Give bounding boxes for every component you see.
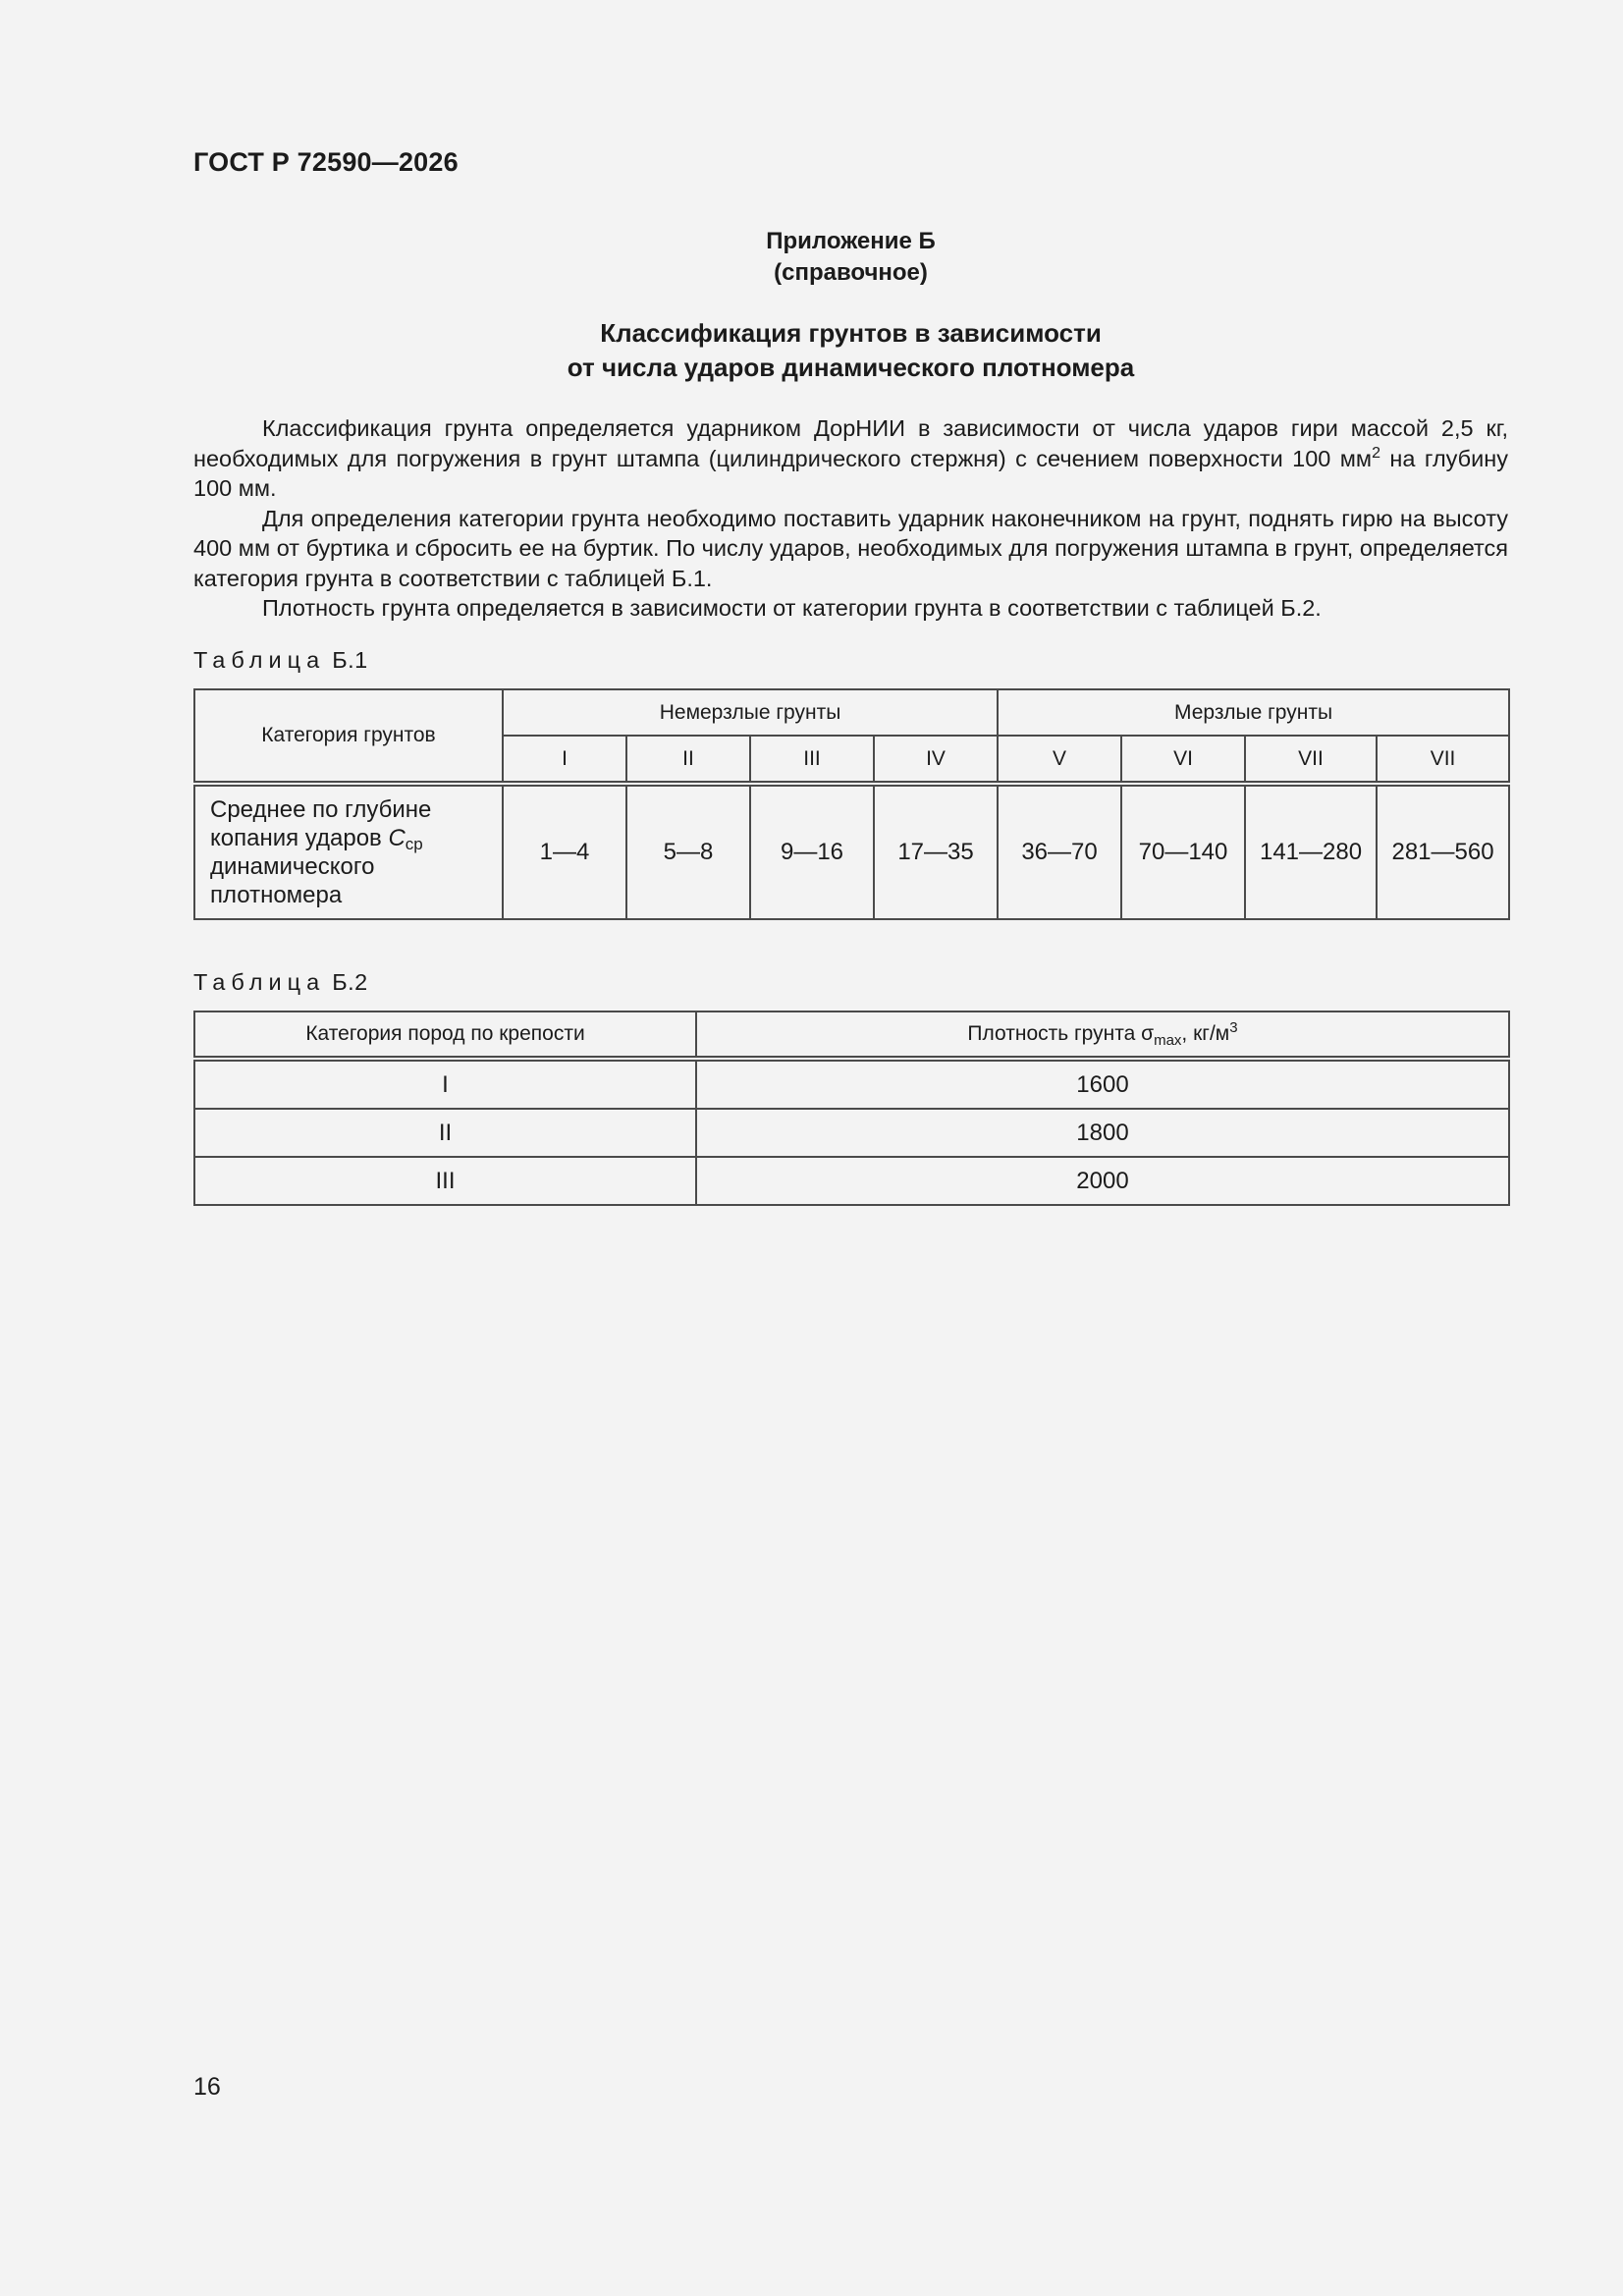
table1-data-label-line: динамического	[210, 853, 375, 880]
table1-caption-id: Б.1	[332, 647, 368, 673]
table2-col2-header-unit: , кг/м	[1181, 1022, 1230, 1045]
table1-value-cell: 5—8	[626, 784, 750, 919]
table2-col2-header-prefix: Плотность грунта σ	[967, 1022, 1155, 1045]
table1-category-header: III	[750, 736, 874, 784]
annex-heading	[0, 226, 1623, 289]
table2-row	[194, 1157, 1509, 1205]
paragraph-1-part1: Классификация грунта определяется ударником ДорНИИ в зависимости от числа ударов гири массой 2,5 кг, необходимых для погружения в грунт штампа (цилиндрического стержня) с сечением поверхности 100 мм	[193, 415, 1508, 471]
table1-caption-word: Таблица	[193, 647, 326, 673]
table2-category-cell: II	[194, 1109, 696, 1157]
table1-category-header: I	[503, 736, 626, 784]
table1-header-row-1	[194, 689, 1509, 736]
table2-col2-header	[696, 1011, 1509, 1059]
table1-data-label-line	[210, 824, 502, 852]
table2-row	[194, 1109, 1509, 1157]
annex-title	[0, 316, 1623, 385]
table1-data-label-line: Среднее по глубине	[210, 796, 432, 823]
table1-data-row	[194, 784, 1509, 919]
table1-data-label-line: плотномера	[210, 882, 343, 908]
table1-caption	[193, 647, 368, 674]
table1-category-header: II	[626, 736, 750, 784]
table-b1	[193, 688, 1510, 920]
table2-caption-id: Б.2	[332, 969, 368, 995]
page-number: 16	[193, 2073, 221, 2101]
paragraph-2: Для определения категории грунта необходимо поставить ударник наконечником на грунт, поднять гирю на высоту 400 мм от буртика и сбросить ее на буртик. По числу ударов, необходимых для погружения штампа в грунт, определяется категория грунта в соответствии с таблицей Б.1.	[193, 505, 1508, 591]
table2-density-cell: 2000	[696, 1157, 1509, 1205]
table1-value-cell: 141—280	[1245, 784, 1377, 919]
table1-data-label-symbol: C	[388, 825, 406, 851]
table1-data-label-prefix: копания ударов	[210, 825, 389, 851]
table2-col1-header: Категория пород по крепости	[194, 1011, 696, 1059]
table1-value-cell: 9—16	[750, 784, 874, 919]
table1-category-header: VII	[1245, 736, 1377, 784]
table1-value-cell: 70—140	[1121, 784, 1245, 919]
table1-category-header: VI	[1121, 736, 1245, 784]
paragraph-1	[193, 413, 1508, 504]
table1-value-cell: 17—35	[874, 784, 998, 919]
annex-title-line1: Классификация грунтов в зависимости	[600, 318, 1102, 348]
table1-value-cell: 1—4	[503, 784, 626, 919]
document-code: ГОСТ Р 72590—2026	[193, 147, 459, 177]
table1-value-cell: 281—560	[1377, 784, 1509, 919]
table1-group-unfrozen: Немерзлые грунты	[503, 689, 998, 736]
paragraph-1-part2: на глубину 100 мм.	[193, 445, 1508, 501]
table1-data-label-subscript: ср	[405, 835, 423, 853]
table2-category-cell: I	[194, 1059, 696, 1109]
table-b2	[193, 1011, 1510, 1206]
table1-category-header: VII	[1377, 736, 1509, 784]
table2-density-cell: 1800	[696, 1109, 1509, 1157]
body-text	[193, 413, 1508, 624]
table1-group-frozen: Мерзлые грунты	[998, 689, 1509, 736]
table2-header-row	[194, 1011, 1509, 1059]
paragraph-1-superscript: 2	[1372, 444, 1380, 462]
table2-caption	[193, 969, 368, 996]
table2-row	[194, 1059, 1509, 1109]
table2-caption-word: Таблица	[193, 969, 326, 995]
table1-category-header: IV	[874, 736, 998, 784]
table1-data-label	[194, 784, 503, 919]
table2-category-cell: III	[194, 1157, 696, 1205]
annex-label: Приложение Б	[766, 228, 936, 254]
table1-row-header: Категория грунтов	[194, 689, 503, 784]
annex-title-line2: от числа ударов динамического плотномера	[567, 353, 1135, 382]
paragraph-3: Плотность грунта определяется в зависимости от категории грунта в соответствии с таблицей Б.2.	[262, 595, 1322, 621]
table2-density-cell: 1600	[696, 1059, 1509, 1109]
table2-col2-header-superscript: 3	[1229, 1019, 1238, 1036]
table1-value-cell: 36—70	[998, 784, 1121, 919]
table2-col2-header-subscript: max	[1154, 1032, 1182, 1049]
table1-category-header: V	[998, 736, 1121, 784]
annex-status: (справочное)	[774, 259, 928, 286]
